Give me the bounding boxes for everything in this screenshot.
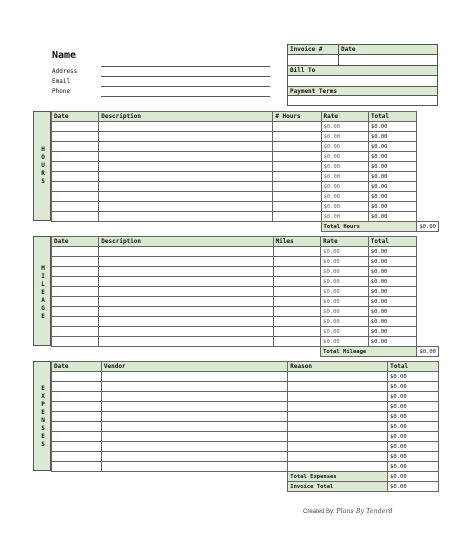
column-header: Total [388,362,439,372]
column-header: Reason [288,362,388,372]
rate-cell[interactable]: $0.00 [321,182,368,192]
table-row [52,172,439,182]
expenses-section [33,361,439,496]
entry-cell[interactable] [52,402,102,412]
summary-label: Invoice Total [288,482,388,492]
hours-vertical-text [34,146,52,186]
total-cell[interactable]: $0.00 [368,202,417,212]
rate-cell[interactable]: $0.00 [321,202,368,212]
entry-cell[interactable] [52,257,99,267]
phone-line[interactable] [101,96,270,97]
entry-cell[interactable] [52,247,99,257]
payment-terms-row [288,86,437,96]
rate-cell[interactable]: $0.00 [321,247,369,257]
invoice-header-row [288,45,437,55]
total-cell[interactable]: $0.00 [368,287,417,297]
mileage-side-label [33,236,51,346]
table-row [52,267,439,277]
total-cell[interactable]: $0.00 [368,192,417,202]
total-cell[interactable]: $0.00 [368,212,417,222]
entry-cell[interactable] [52,392,102,402]
table-row [52,277,439,287]
entry-cell[interactable] [52,212,99,222]
address-line[interactable] [101,76,270,77]
table-row [52,132,439,142]
entry-cell[interactable] [288,372,388,382]
credit-line [303,508,393,515]
column-header: Description [99,112,273,122]
side-letter: H [41,146,45,153]
entry-cell[interactable] [99,192,273,202]
entry-cell[interactable] [101,452,287,462]
blank-cell [52,347,321,357]
blank-cell [52,472,288,482]
total-cell[interactable]: $0.00 [388,372,439,382]
entry-cell[interactable] [273,122,321,132]
total-cell[interactable]: $0.00 [368,327,417,337]
total-cell[interactable]: $0.00 [388,432,439,442]
entry-cell[interactable] [273,142,321,152]
entry-cell[interactable] [52,442,102,452]
side-letter: A [41,297,45,304]
total-cell[interactable]: $0.00 [368,122,417,132]
entry-cell[interactable] [101,372,287,382]
entry-cell[interactable] [273,162,321,172]
total-cell[interactable]: $0.00 [368,257,417,267]
entry-cell[interactable] [99,287,273,297]
rate-cell[interactable]: $0.00 [321,122,368,132]
email-label: Email [52,78,71,85]
hours-section [33,111,439,231]
entry-cell[interactable] [52,182,99,192]
summary-label: Total Hours [321,222,417,232]
total-cell[interactable]: $0.00 [368,142,417,152]
table-row [52,372,439,382]
invoice-number-label: Invoice # [290,46,323,53]
table-row [52,317,439,327]
total-cell[interactable]: $0.00 [388,422,439,432]
entry-cell[interactable] [52,162,99,172]
side-letter: E [41,433,45,440]
total-cell[interactable]: $0.00 [368,307,417,317]
column-header: Rate [321,112,368,122]
entry-cell[interactable] [52,297,99,307]
address-label: Address [52,68,78,75]
table-row [52,162,439,172]
side-letter: O [41,154,45,161]
entry-cell[interactable] [52,132,99,142]
side-letter: S [41,441,45,448]
payment-terms-label: Payment Terms [290,88,337,95]
side-letter: M [41,265,45,272]
table-row [52,432,439,442]
entry-cell[interactable] [273,202,321,212]
column-header: Vendor [101,362,287,372]
side-letter: X [41,393,45,400]
entry-cell[interactable] [52,202,99,212]
rate-cell[interactable]: $0.00 [321,257,369,267]
entry-cell[interactable] [52,287,99,297]
entry-cell[interactable] [101,392,287,402]
entry-cell[interactable] [52,307,99,317]
table-row [52,462,439,472]
header-row [52,362,439,372]
bill-to-label: Bill To [290,67,316,74]
summary-value: $0.00 [388,482,439,492]
entry-cell[interactable] [288,442,388,452]
total-cell[interactable]: $0.00 [388,452,439,462]
total-cell[interactable]: $0.00 [388,442,439,452]
entry-cell[interactable] [288,412,388,422]
rate-cell[interactable]: $0.00 [321,277,369,287]
entry-cell[interactable] [99,172,273,182]
rate-cell[interactable]: $0.00 [321,337,369,347]
total-cell[interactable]: $0.00 [368,152,417,162]
entry-cell[interactable] [99,212,273,222]
rate-cell[interactable]: $0.00 [321,152,368,162]
side-letter: G [41,305,45,312]
entry-cell[interactable] [101,412,287,422]
invoice-values-row[interactable] [288,55,437,66]
entry-cell[interactable] [273,277,321,287]
entry-cell[interactable] [273,172,321,182]
rate-cell[interactable]: $0.00 [321,132,368,142]
name-heading: Name [52,50,77,61]
entry-cell[interactable] [273,247,321,257]
column-header: Date [52,362,102,372]
total-cell[interactable]: $0.00 [388,382,439,392]
entry-cell[interactable] [99,247,273,257]
entry-cell[interactable] [99,182,273,192]
entry-cell[interactable] [52,172,99,182]
entry-cell[interactable] [101,382,287,392]
entry-cell[interactable] [99,202,273,212]
entry-cell[interactable] [52,192,99,202]
rate-cell[interactable]: $0.00 [321,267,369,277]
entry-cell[interactable] [288,392,388,402]
side-letter: I [41,273,45,280]
column-header: Description [99,237,273,247]
side-letter: U [41,162,45,169]
entry-cell[interactable] [52,152,99,162]
summary-value: $0.00 [417,222,439,232]
entry-cell[interactable] [52,382,102,392]
table-row [52,337,439,347]
table-row [52,142,439,152]
table-row [52,422,439,432]
summary-row [52,347,439,357]
entry-cell[interactable] [99,297,273,307]
entry-cell[interactable] [99,337,273,347]
entry-cell[interactable] [101,442,287,452]
table-row [52,392,439,402]
total-cell[interactable]: $0.00 [368,247,417,257]
entry-cell[interactable] [288,432,388,442]
entry-cell[interactable] [273,307,321,317]
entry-cell[interactable] [52,327,99,337]
side-letter: E [41,385,45,392]
total-cell[interactable]: $0.00 [388,402,439,412]
summary-value: $0.00 [388,472,439,482]
side-letter: E [41,313,45,320]
side-letter: E [41,409,45,416]
bill-to-value[interactable] [288,76,437,86]
summary-row [52,472,439,482]
entry-cell[interactable] [99,257,273,267]
entry-cell[interactable] [288,382,388,392]
column-header: Total [368,112,417,122]
total-cell[interactable]: $0.00 [368,297,417,307]
side-letter: L [41,281,45,288]
entry-cell[interactable] [99,317,273,327]
entry-cell[interactable] [273,192,321,202]
summary-value: $0.00 [417,347,439,357]
entry-cell[interactable] [288,462,388,472]
side-letter: S [41,425,45,432]
total-cell[interactable]: $0.00 [368,337,417,347]
side-letter: N [41,417,45,424]
entry-cell[interactable] [99,132,273,142]
side-letter: S [41,178,45,185]
entry-cell[interactable] [52,372,102,382]
table-row [52,192,439,202]
summary-label: Total Mileage [321,347,417,357]
expenses-side-label [33,361,51,471]
total-cell[interactable]: $0.00 [368,132,417,142]
rate-cell[interactable]: $0.00 [321,212,368,222]
table-row [52,402,439,412]
invoice-box [287,44,438,106]
rate-cell[interactable]: $0.00 [321,297,369,307]
entry-cell[interactable] [99,142,273,152]
entry-cell[interactable] [101,432,287,442]
header-row [52,237,439,247]
entry-cell[interactable] [52,432,102,442]
column-header: # Hours [273,112,321,122]
entry-cell[interactable] [99,267,273,277]
mileage-table [51,236,439,357]
entry-cell[interactable] [52,462,102,472]
entry-cell[interactable] [101,462,287,472]
expenses-vertical-text [34,385,52,449]
table-row [52,327,439,337]
entry-cell[interactable] [52,122,99,132]
mileage-vertical-text [34,265,52,321]
rate-cell[interactable]: $0.00 [321,287,369,297]
column-header: Rate [321,237,369,247]
entry-cell[interactable] [99,162,273,172]
summary-row [52,222,439,232]
hours-table [51,111,439,232]
total-cell[interactable]: $0.00 [368,277,417,287]
table-row [52,202,439,212]
total-cell[interactable]: $0.00 [368,182,417,192]
table-row [52,182,439,192]
total-cell[interactable]: $0.00 [368,267,417,277]
credit-brand: Plans By Tenderd [336,508,393,515]
entry-cell[interactable] [52,267,99,277]
table-row [52,212,439,222]
entry-cell[interactable] [288,422,388,432]
column-header: Date [52,237,99,247]
table-row [52,257,439,267]
entry-cell[interactable] [273,317,321,327]
summary-label: Total Expenses [288,472,388,482]
table-row [52,382,439,392]
table-row [52,412,439,422]
total-cell[interactable]: $0.00 [368,172,417,182]
total-cell[interactable]: $0.00 [388,462,439,472]
entry-cell[interactable] [52,317,99,327]
entry-cell[interactable] [273,267,321,277]
entry-cell[interactable] [52,452,102,462]
entry-cell[interactable] [273,287,321,297]
blank-cell [52,482,288,492]
entry-cell[interactable] [52,422,102,432]
mileage-section [33,236,439,356]
entry-cell[interactable] [52,277,99,287]
rate-cell[interactable]: $0.00 [321,172,368,182]
payment-terms-value[interactable] [288,96,437,106]
total-cell[interactable]: $0.00 [388,412,439,422]
expenses-table [51,361,439,492]
rate-cell[interactable]: $0.00 [321,307,369,317]
bill-to-row [288,66,437,76]
column-header: Miles [273,237,321,247]
entry-cell[interactable] [99,327,273,337]
entry-cell[interactable] [288,452,388,462]
entry-cell[interactable] [101,402,287,412]
total-cell[interactable]: $0.00 [368,317,417,327]
table-row [52,452,439,462]
entry-cell[interactable] [273,337,321,347]
rate-cell[interactable]: $0.00 [321,162,368,172]
table-row [52,152,439,162]
entry-cell[interactable] [273,327,321,337]
summary-row [52,482,439,492]
name-line[interactable] [101,66,270,67]
email-line[interactable] [101,86,270,87]
invoice-date-label: Date [341,46,356,53]
rate-cell[interactable]: $0.00 [321,142,368,152]
rate-cell[interactable]: $0.00 [321,192,368,202]
entry-cell[interactable] [273,182,321,192]
side-letter: P [41,401,45,408]
entry-cell[interactable] [52,412,102,422]
hours-side-label [33,111,51,221]
entry-cell[interactable] [273,257,321,267]
table-row [52,122,439,132]
column-header: Date [52,112,99,122]
rate-cell[interactable]: $0.00 [321,317,369,327]
entry-cell[interactable] [273,132,321,142]
entry-cell[interactable] [99,307,273,317]
entry-cell[interactable] [288,402,388,412]
side-letter: E [41,289,45,296]
table-row [52,297,439,307]
total-cell[interactable]: $0.00 [388,392,439,402]
entry-cell[interactable] [52,142,99,152]
blank-cell [52,222,322,232]
entry-cell[interactable] [99,152,273,162]
entry-cell[interactable] [99,277,273,287]
phone-label: Phone [52,88,71,95]
entry-cell[interactable] [101,422,287,432]
table-row [52,287,439,297]
table-row [52,307,439,317]
entry-cell[interactable] [273,297,321,307]
entry-cell[interactable] [273,152,321,162]
side-letter: R [41,170,45,177]
credit-prefix: Created By: [303,509,335,515]
entry-cell[interactable] [52,337,99,347]
entry-cell[interactable] [99,122,273,132]
rate-cell[interactable]: $0.00 [321,327,369,337]
header-row [52,112,439,122]
column-header: Total [368,237,417,247]
total-cell[interactable]: $0.00 [368,162,417,172]
table-row [52,442,439,452]
table-row [52,247,439,257]
entry-cell[interactable] [273,212,321,222]
